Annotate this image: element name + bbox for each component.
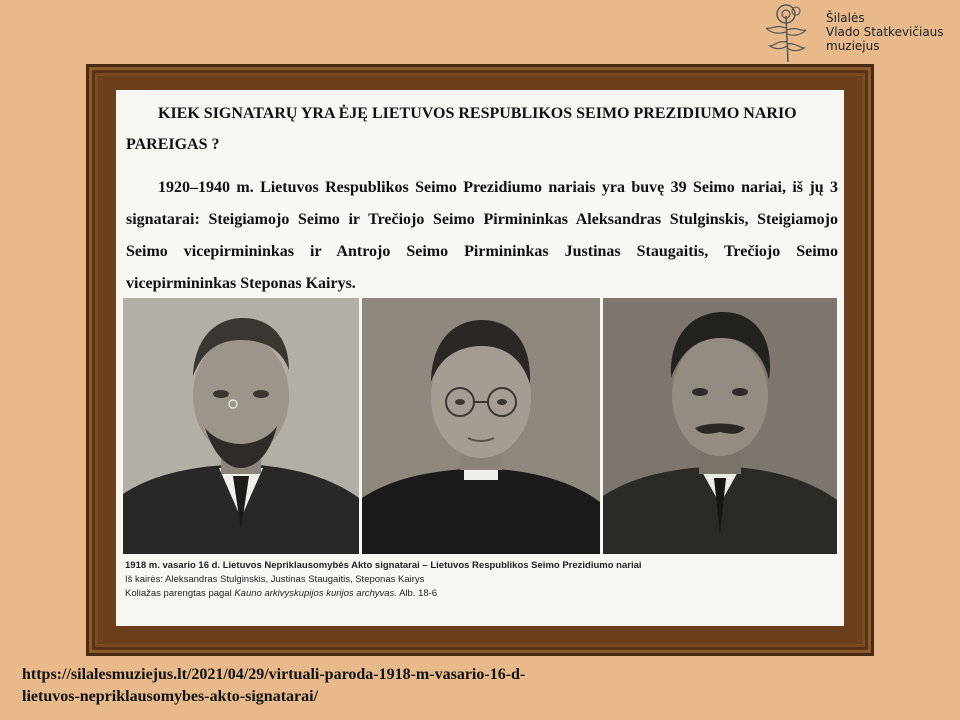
caption-line-2: Iš kairės: Aleksandras Stulginskis, Justinas Staugaitis, Steponas Kairys bbox=[125, 574, 425, 585]
flower-emblem-icon bbox=[760, 2, 822, 64]
photo-caption bbox=[125, 558, 835, 601]
source-url-line-1: https://silalesmuziejus.lt/2021/04/29/virtuali-paroda-1918-m-vasario-16-d- bbox=[22, 666, 526, 683]
caption-archive-name: Kauno arkivyskupijos kurijos archyvas. bbox=[234, 588, 397, 599]
portrait-photo bbox=[362, 298, 600, 554]
caption-line-3-suffix: Alb. 18-6 bbox=[396, 588, 438, 599]
document-heading: KIEK SIGNATARŲ YRA ĖJĘ LIETUVOS RESPUBLIKOS SEIMO PREZIDIUMO NARIO PAREIGAS ? bbox=[126, 105, 797, 153]
caption-line-3 bbox=[125, 587, 835, 601]
document-paragraph: 1920–1940 m. Lietuvos Respublikos Seimo Prezidiumo nariais yra buvę 39 Seimo nariai, iš jų 3 signatarai: Steigiamojo Seimo ir Trečiojo Seimo Pirmininkas Aleksandras Stulginskis, Steigiamojo Seimo vicepirmininkas ir Antrojo Seimo Pirmininkas Justinas Staugaitis, Trečiojo Seimo vicepirmininkas Steponas Kairys. bbox=[126, 179, 838, 292]
caption-line-3-prefix: Koliažas parengtas pagal bbox=[125, 588, 235, 599]
caption-line-1: 1918 m. vasario 16 d. Lietuvos Nepriklausomybės Akto signatarai – Lietuvos Respublikos Seimo Prezidiumo nariai bbox=[125, 560, 642, 571]
logo-line-1: Šilalės bbox=[826, 11, 865, 25]
portrait-photo bbox=[603, 298, 837, 554]
museum-logo bbox=[760, 2, 960, 64]
logo-line-3: muziejus bbox=[826, 39, 880, 53]
portrait-photo bbox=[123, 298, 359, 554]
portrait-collage bbox=[123, 298, 837, 554]
document-sheet bbox=[116, 90, 844, 626]
source-url bbox=[22, 664, 942, 708]
logo-line-2: Vlado Statkevičiaus bbox=[826, 25, 944, 39]
source-url-line-2: lietuvos-nepriklausomybes-akto-signatarai/ bbox=[22, 688, 319, 705]
